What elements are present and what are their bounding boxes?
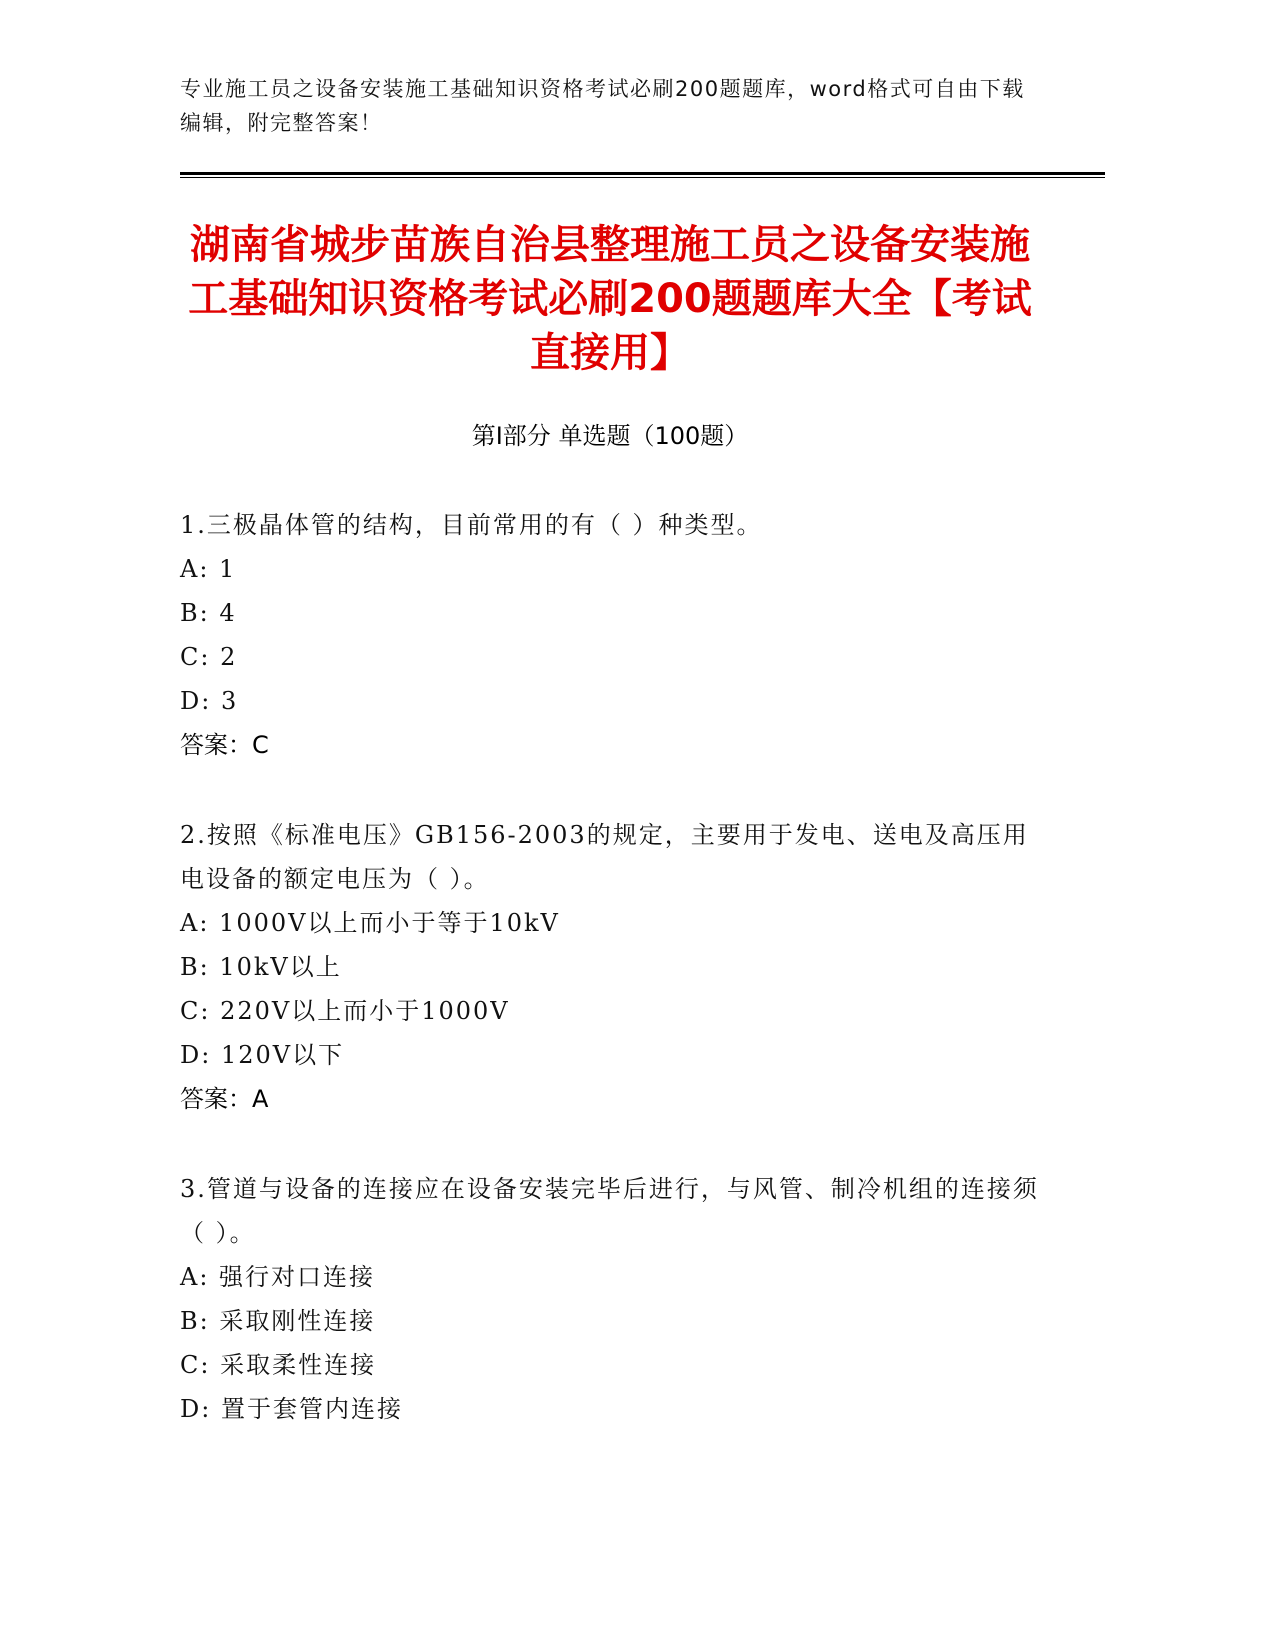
option-b: B: 4 bbox=[180, 599, 237, 627]
option-c: C: 采取柔性连接 bbox=[180, 1351, 377, 1379]
option-c: C: 220V以上而小于1000V bbox=[180, 997, 510, 1025]
option-d: D: 3 bbox=[180, 687, 239, 715]
page-header-text: 专业施工员之设备安装施工基础知识资格考试必刷200题题库，word格式可自由下载编辑，附完整答案！ bbox=[180, 77, 1025, 135]
option-b: B: 采取刚性连接 bbox=[180, 1307, 376, 1335]
option-a: A: 强行对口连接 bbox=[180, 1263, 376, 1291]
question-1 bbox=[180, 503, 1040, 767]
option-c: C: 2 bbox=[180, 643, 238, 671]
option-a: A: 1 bbox=[180, 555, 237, 583]
document-title: 湖南省城步苗族自治县整理施工员之设备安装施工基础知识资格考试必刷200题题库大全【考试直接用】 bbox=[188, 222, 1032, 376]
answer-text: 答案：C bbox=[180, 731, 269, 759]
section-heading: 第I部分 单选题（100题） bbox=[471, 422, 749, 450]
question-2 bbox=[180, 813, 1040, 1121]
header-rule-thin bbox=[180, 177, 1105, 178]
question-3 bbox=[180, 1167, 1040, 1431]
option-a: A: 1000V以上而小于等于10kV bbox=[180, 909, 560, 937]
option-b: B: 10kV以上 bbox=[180, 953, 342, 981]
question-list bbox=[180, 503, 1040, 1477]
answer-text: 答案：A bbox=[180, 1085, 269, 1113]
option-d: D: 置于套管内连接 bbox=[180, 1395, 403, 1423]
question-text: 3.管道与设备的连接应在设备安装完毕后进行，与风管、制冷机组的连接须（ ）。 bbox=[180, 1175, 1039, 1247]
question-text: 2.按照《标准电压》GB156-2003的规定，主要用于发电、送电及高压用电设备的额定电压为（ ）。 bbox=[180, 821, 1029, 893]
question-text: 1.三极晶体管的结构，目前常用的有（ ）种类型。 bbox=[180, 511, 763, 539]
option-d: D: 120V以下 bbox=[180, 1041, 345, 1069]
header-rule-thick bbox=[180, 172, 1105, 175]
